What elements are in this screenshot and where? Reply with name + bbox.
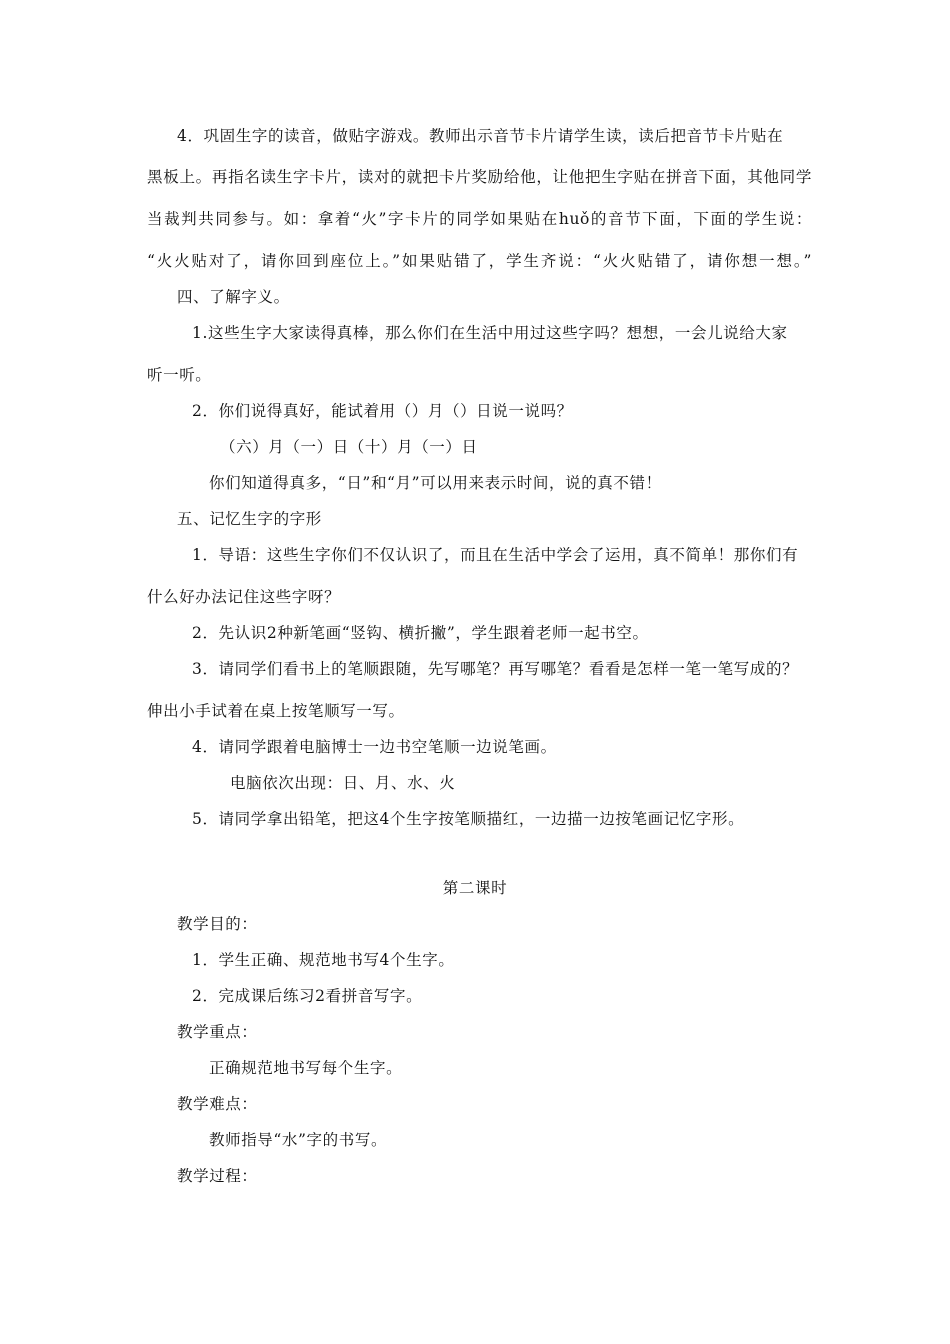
- section-heading: 教学过程：: [177, 1167, 258, 1185]
- paragraph-line: “火火贴对了，请你回到座位上。”如果贴错了，学生齐说：“火火贴错了，请你想一想。”: [147, 252, 812, 270]
- paragraph-line: 听一听。: [147, 366, 212, 384]
- example-line: （六）月（一）日（十）月（一）日: [220, 438, 478, 456]
- paragraph-line: 5．请同学拿出铅笔，把这4个生字按笔顺描红，一边描一边按笔画记忆字形。: [192, 810, 745, 828]
- section-heading: 四、了解字义。: [177, 288, 290, 306]
- section-heading: 教学目的：: [177, 915, 258, 933]
- section-heading: 教学重点：: [177, 1023, 258, 1041]
- paragraph-line: 当裁判共同参与。如：拿着“火”字卡片的同学如果贴在huǒ的音节下面，下面的学生说：: [147, 210, 812, 228]
- section-heading: 五、记忆生字的字形: [177, 510, 322, 528]
- paragraph-line: 4．请同学跟着电脑博士一边书空笔顺一边说笔画。: [192, 738, 557, 756]
- section-heading: 教学难点：: [177, 1095, 258, 1113]
- paragraph-line: 2．完成课后练习2看拼音写字。: [192, 987, 423, 1005]
- paragraph-line: 1．学生正确、规范地书写4个生字。: [192, 951, 455, 969]
- example-line: 电脑依次出现：日、月、水、火: [230, 774, 456, 792]
- paragraph-line: 伸出小手试着在桌上按笔顺写一写。: [147, 702, 405, 720]
- paragraph-line: 什么好办法记住这些字呀？: [147, 588, 341, 606]
- paragraph-line: 教师指导“水”字的书写。: [209, 1131, 388, 1149]
- paragraph-line: 2．你们说得真好，能试着用（）月（）日说一说吗？: [192, 402, 573, 420]
- paragraph-line: 3．请同学们看书上的笔顺跟随，先写哪笔？再写哪笔？看看是怎样一笔一笔写成的？: [192, 660, 799, 678]
- paragraph-line: 你们知道得真多，“日”和“月”可以用来表示时间，说的真不错！: [209, 474, 662, 492]
- paragraph-line: 2．先认识2种新笔画“竖钩、横折撇”，学生跟着老师一起书空。: [192, 624, 649, 642]
- lesson-title: 第二课时: [442, 879, 508, 897]
- paragraph-line: 正确规范地书写每个生字。: [209, 1059, 403, 1077]
- paragraph-line: 1．导语：这些生字你们不仅认识了，而且在生活中学会了运用，真不简单！那你们有: [192, 546, 799, 564]
- paragraph-line: 1.这些生字大家读得真棒，那么你们在生活中用过这些字吗？想想，一会儿说给大家: [192, 324, 788, 342]
- paragraph-line: 黑板上。再指名读生字卡片，读对的就把卡片奖励给他，让他把生字贴在拼音下面，其他同学: [147, 168, 812, 186]
- paragraph-line: 4．巩固生字的读音，做贴字游戏。教师出示音节卡片请学生读，读后把音节卡片贴在: [177, 127, 784, 145]
